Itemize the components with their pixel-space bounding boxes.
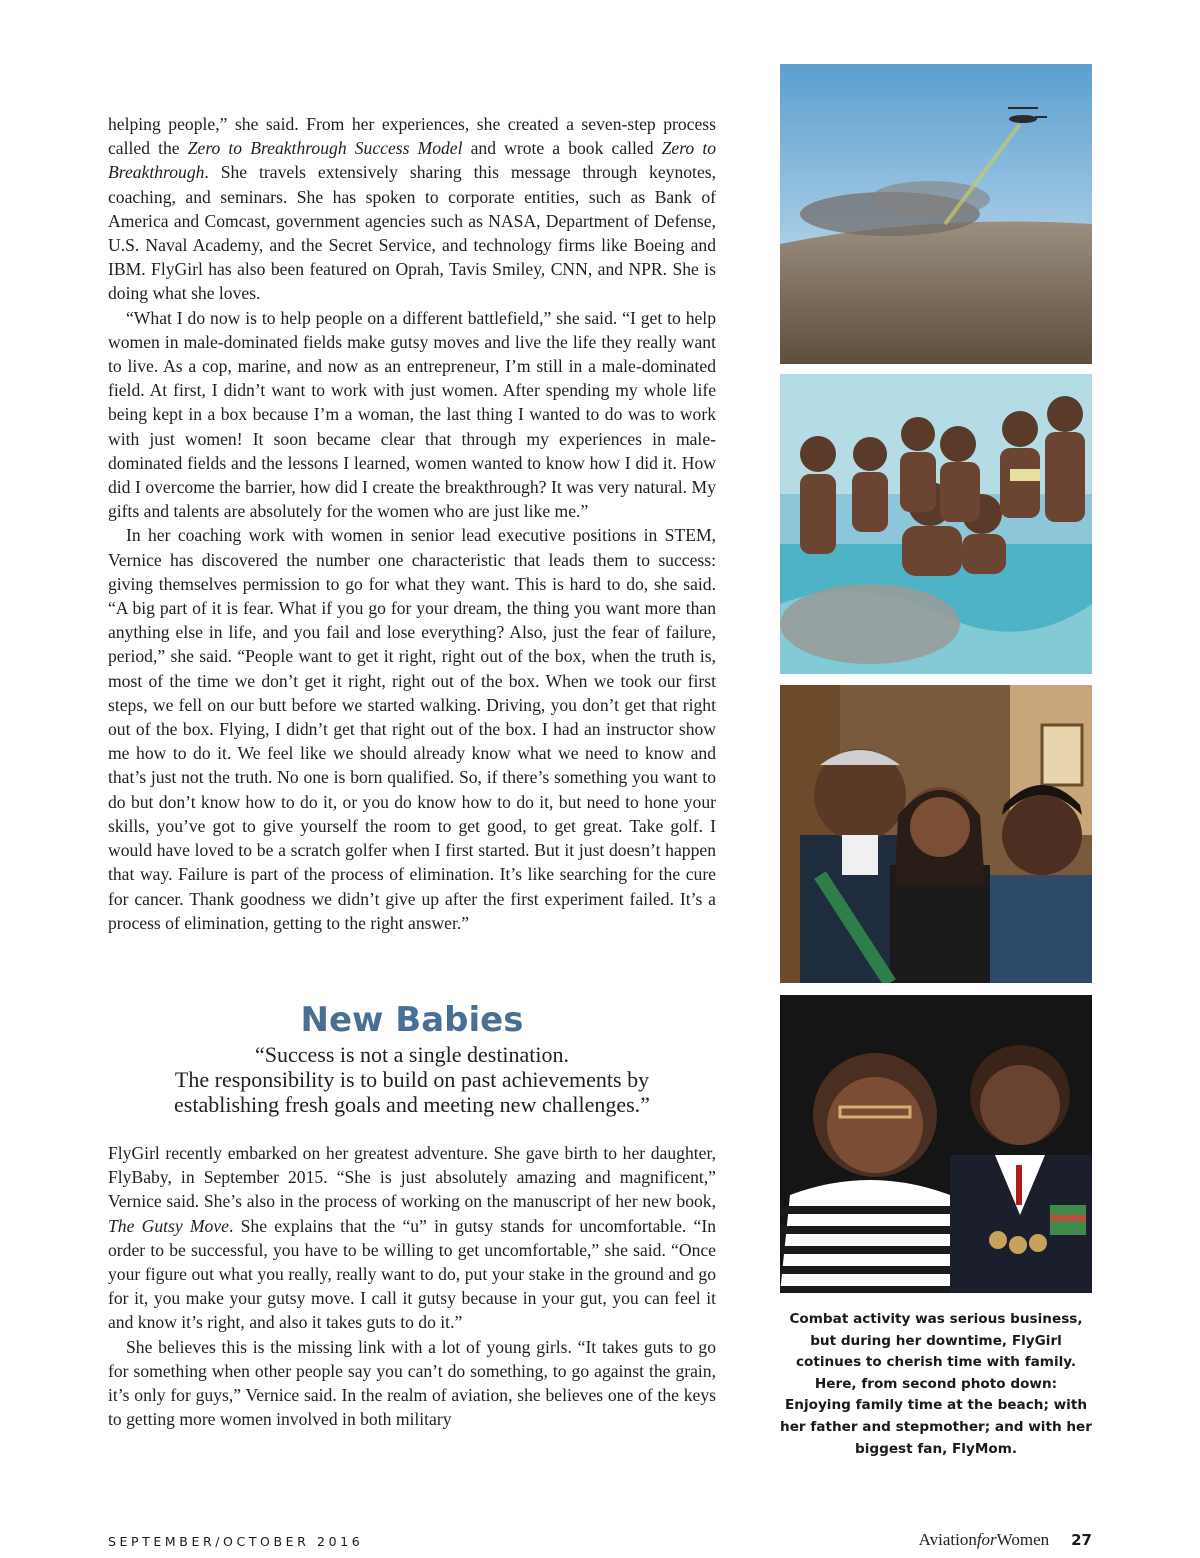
pull-quote-line: The responsibility is to build on past achievements by — [174, 1067, 650, 1092]
pull-quote-line: “Success is not a single destination. — [254, 1042, 570, 1067]
paragraph: In her coaching work with women in senior lead executive positions in STEM, Vernice has discovered the number one characteristic that leads them to success: giving themselves permission to go for what they want. This is hard to do, she said. “A big part of it is fear. What if you go for your dream, the thing you want more than anything else in life, and you fail and lose everything? Also, just the fear of failure, period,” she said. “People want to get it right, right out of the box, when the truth is, most of the time we don’t get it right, right out of the box. When we took our first steps, we fell on our butt before we started walking. Driving, you don’t get that right out of the box. Flying, I didn’t get that right out of the box. I had an instructor show me how to do it. We feel like we should already know what we need to know and that’s just not the truth. No one is born qualified. So, if there’s something you want to do but don’t know how to do it, or you do know how to do it, but need to hone your skills, you’ve got to give yourself the room to get good, to get great. Take golf. I would have loved to be a scratch golfer when I first started. But it just doesn’t happen that way. Failure is part of the process of elimination. It’s like searching for the cure for cancer. Thank goodness we didn’t give up after the first experiment failed. It’s a process of elimination, getting to the right answer.” — [108, 525, 716, 933]
pull-quote — [108, 1042, 716, 1117]
paragraph — [108, 112, 716, 306]
section-title: New Babies — [300, 1000, 524, 1040]
photo-father-stepmother — [780, 685, 1092, 983]
photo-caption: Combat activity was serious business, but during her downtime, FlyGirl cotinues to cherish time with family. Here, from second photo down: Enjoying family time at the beach; with her father and stepmother; and with her biggest fan, FlyMom. — [780, 1311, 1092, 1457]
text-run: . She travels extensively sharing this message through keynotes, coaching, and seminars. She has spoken to corporate entities, such as Bank of America and Comcast, government agencies such as NASA, Department of Defense, U.S. Naval Academy, and the Secret Service, and technology firms like Boeing and IBM. FlyGirl has also been featured on Oprah, Tavis Smiley, CNN, and NPR. She is doing what she loves. — [108, 162, 716, 304]
text-run: helping people,” she said. From her experiences, she created a seven-step process called the — [108, 114, 716, 159]
issue-date: SEPTEMBER/OCTOBER 2016 — [108, 1534, 364, 1549]
magazine-name: AviationforWomen — [918, 1530, 1050, 1549]
photo-helicopter-battlefield — [780, 64, 1092, 364]
photo-with-flymom — [780, 995, 1092, 1293]
text-run: and wrote a book called — [462, 138, 662, 159]
article-body-bottom — [108, 1141, 716, 1431]
text-run: FlyGirl recently embarked on her greatest adventure. She gave birth to her daughter, FlyBaby, in September 2015. “She is just absolutely amazing and magnificent,” Vernice said. She’s also in the process of working on the manuscript of her new book, — [108, 1143, 716, 1212]
section-heading-block — [108, 1000, 716, 1117]
page-number: 27 — [1071, 1531, 1092, 1549]
paragraph — [108, 1141, 716, 1335]
paragraph: “What I do now is to help people on a different battlefield,” she said. “I get to help women in male-dominated fields make gutsy moves and live the life they really want to live. As a cop, marine, and now as an entrepreneur, I’m still in a male-dominated field. At first, I didn’t want to work with just women. After spending my whole life being kept in a box because I’m a woman, the last thing I wanted to do was to work with just women! It soon became clear that through my experiences in male-dominated fields and the lessons I learned, women wanted to know how I did it. How did I overcome the barrier, how did I create the breakthrough? It was very natural. My gifts and talents are absolutely for the women who are just like me.” — [108, 307, 716, 522]
pull-quote-line: establishing fresh goals and meeting new challenges.” — [174, 1092, 650, 1117]
footer-right — [919, 1530, 1092, 1550]
italic-title: Zero to Breakthrough — [108, 138, 717, 183]
photo-family-beach — [780, 374, 1092, 674]
article-body-top — [108, 112, 716, 935]
italic-title: The Gutsy Move — [108, 1215, 229, 1236]
paragraph: She believes this is the missing link with a lot of young girls. “It takes guts to go for something when other people say you can’t do something, to go against the grain, it’s only for guys,” Vernice said. In the realm of aviation, she believes one of the keys to getting more women involved in both military — [108, 1336, 716, 1430]
italic-title: Zero to Breakthrough Success Model — [187, 138, 463, 159]
text-run: . She explains that the “u” in gutsy stands for uncomfortable. “In order to be successful, you have to be willing to get uncomfortable,” she said. “Once your figure out what you really, really want to do, put your stake in the ground and go for it, you make your gutsy move. I call it gutsy because in your gut, you can feel it and know it’s right, and also it takes guts to do it.” — [108, 1215, 717, 1333]
